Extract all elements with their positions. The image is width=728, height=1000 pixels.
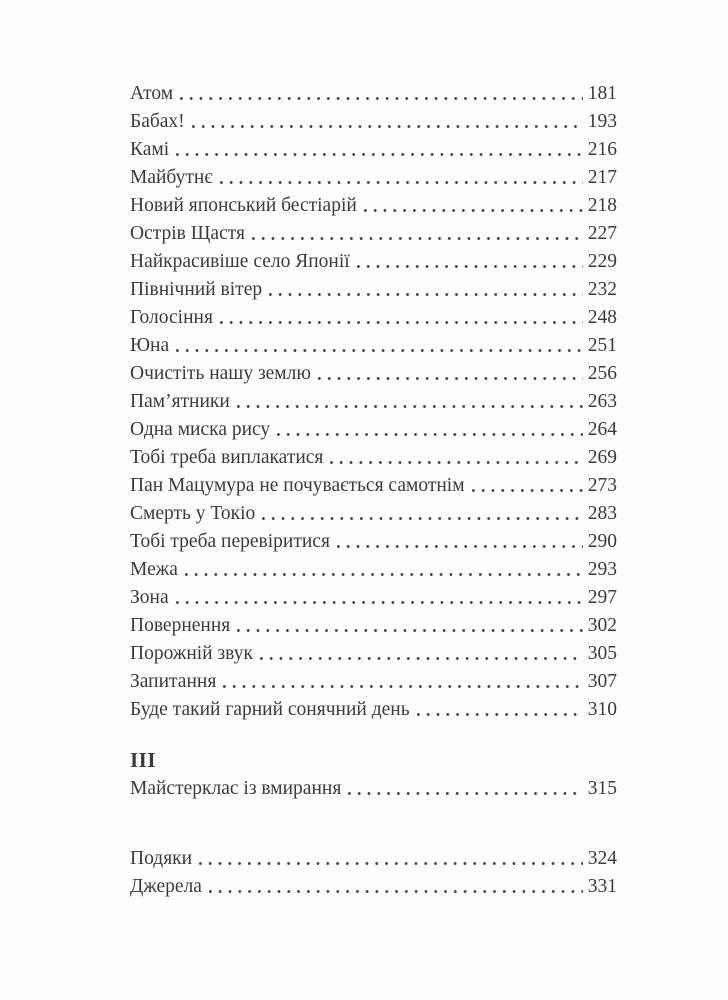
toc-group [130,80,617,724]
dot-leader [209,890,583,901]
toc-entry-page: 302 [587,615,617,636]
toc-entry-page: 331 [587,876,617,897]
toc-entry [130,80,617,108]
toc-entry-title: Голосіння [130,307,213,328]
toc-entry-title: Межа [130,559,178,580]
dot-leader [330,461,582,472]
toc-entry-page: 269 [587,447,617,468]
toc-entry-page: 310 [587,699,617,720]
toc-entry-page: 248 [587,307,617,328]
dot-leader [180,97,583,108]
toc-entry-page: 273 [587,475,617,496]
toc-entry [130,500,617,528]
toc-entry-title: Острів Щастя [130,223,245,244]
toc-entry-title: Запитання [130,671,217,692]
dot-leader [277,433,583,444]
dot-leader [192,125,583,136]
toc-entry-title: Майстерклас із вмирання [130,778,342,799]
toc-entry-page: 307 [587,671,617,692]
toc-entry [130,220,617,248]
toc-entry-title: Очистіть нашу землю [130,363,311,384]
toc-entry-page: 290 [587,531,617,552]
toc-entry-title: Одна миска рису [130,419,271,440]
dot-leader [348,792,582,803]
dot-leader [237,405,583,416]
toc-entry-page: 324 [587,848,617,869]
toc-entry-title: Бабах! [130,111,185,132]
toc-entry-page: 251 [587,335,617,356]
dot-leader [185,573,583,584]
toc-entry [130,108,617,136]
toc-entry-title: Північний вітер [130,279,263,300]
toc-entry-title: Тобі треба перевіритися [130,531,330,552]
toc-entry-page: 283 [587,503,617,524]
toc-entry-page: 218 [587,195,617,216]
toc-entry-title: Смерть у Токіо [130,503,256,524]
toc-entry [130,612,617,640]
toc-entry [130,668,617,696]
toc-entry [130,696,617,724]
toc-entry [130,775,617,803]
toc-entry-page: 293 [587,559,617,580]
toc-entry-page: 217 [587,167,617,188]
toc-entry-page: 227 [587,223,617,244]
toc-entry [130,332,617,360]
toc-entry-page: 305 [587,643,617,664]
toc-entry [130,360,617,388]
dot-leader [260,657,583,668]
section-heading: III [130,748,157,772]
toc-entry [130,472,617,500]
toc-entry [130,388,617,416]
toc-entry [130,845,617,873]
toc-entry-title: Пан Мацумура не почувається самотнім [130,475,465,496]
toc-entry [130,444,617,472]
toc-entry-title: Майбутнє [130,167,213,188]
toc-entry-title: Буде такий гарний сонячний день [130,699,410,720]
toc-entry [130,304,617,332]
toc-entry-title: Подяки [130,848,193,869]
toc-entry-title: Атом [130,83,174,104]
toc-entry [130,164,617,192]
dot-leader [199,862,583,873]
toc-entry [130,416,617,444]
toc-entry-title: Порожній звук [130,643,253,664]
toc-entry [130,640,617,668]
toc-entry [130,556,617,584]
dot-leader [220,181,583,192]
toc-entry-page: 193 [587,111,617,132]
toc-entry-title: Джерела [130,876,202,897]
toc-entry-title: Тобі треба виплакатися [130,447,324,468]
toc-entry-title: Пам’ятники [130,391,230,412]
dot-leader [269,293,583,304]
toc-entry [130,584,617,612]
toc-entry-title: Камі [130,139,170,160]
toc-entry [130,136,617,164]
toc-entry-title: Юна [130,335,170,356]
toc-entry [130,192,617,220]
toc-entry [130,276,617,304]
toc-entry [130,248,617,276]
toc-entry-page: 297 [587,587,617,608]
toc-entry-page: 216 [587,139,617,160]
dot-leader [262,517,583,528]
toc-entry-title: Новий японський бестіарій [130,195,357,216]
toc-entry [130,528,617,556]
dot-leader [176,349,583,360]
toc-entry-title: Найкрасивіше село Японії [130,251,350,272]
toc-entry-page: 263 [587,391,617,412]
toc-entry-page: 229 [587,251,617,272]
dot-leader [472,489,583,500]
dot-leader [252,237,583,248]
dot-leader [223,685,582,696]
dot-leader [318,377,583,388]
toc-entry-page: 256 [587,363,617,384]
toc-entry-title: Повернення [130,615,231,636]
dot-leader [220,321,583,332]
toc-entry-title: Зона [130,587,169,608]
dot-leader [357,265,583,276]
toc-group [130,745,617,803]
dot-leader [237,629,582,640]
dot-leader [337,545,583,556]
table-of-contents [130,80,617,901]
dot-leader [176,153,583,164]
toc-entry-page: 264 [587,419,617,440]
dot-leader [176,601,583,612]
dot-leader [417,713,583,724]
toc-entry-page: 315 [587,778,617,799]
dot-leader [364,209,583,220]
toc-group [130,845,617,901]
toc-entry-page: 232 [587,279,617,300]
toc-entry-page: 181 [587,83,617,104]
toc-entry [130,873,617,901]
